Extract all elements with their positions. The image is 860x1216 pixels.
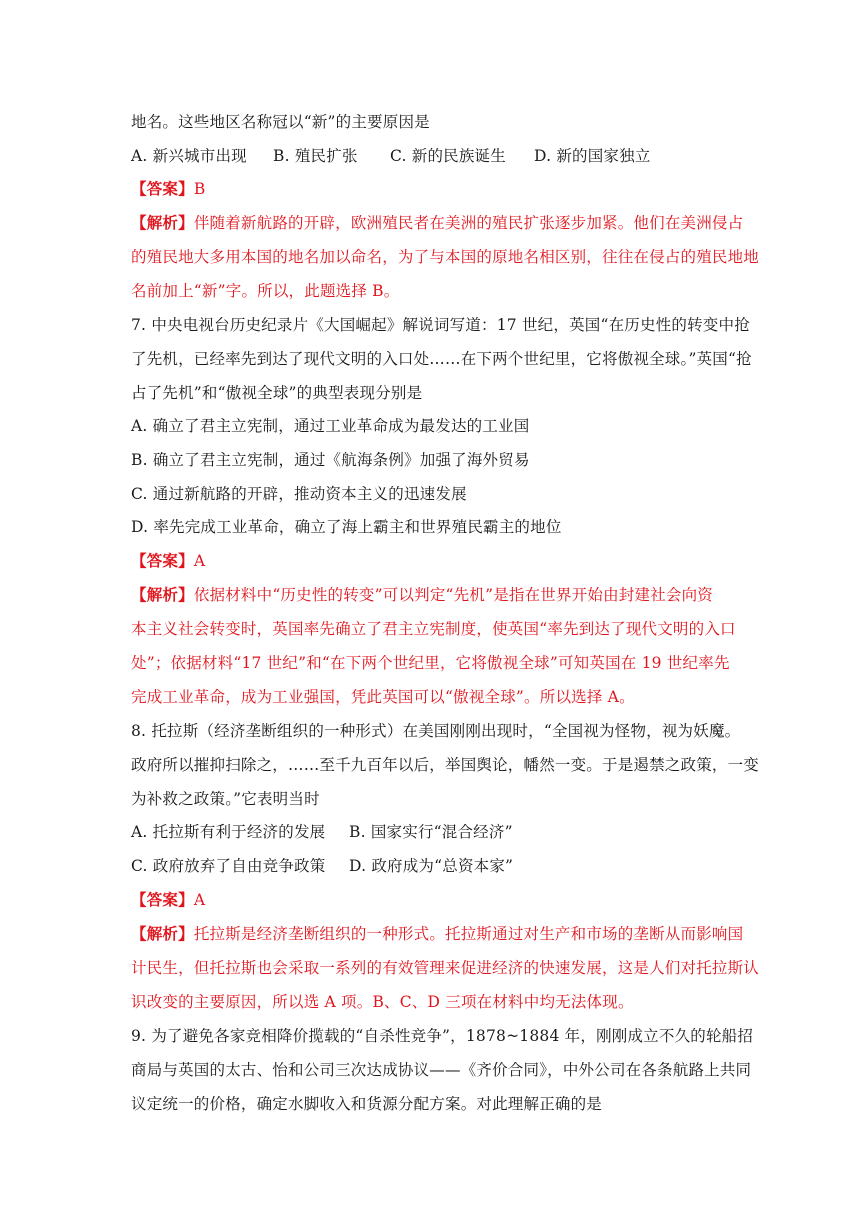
q9-stem-line-3: 议定统一的价格，确定水脚收入和货源分配方案。对此理解正确的是 xyxy=(131,1095,603,1113)
q8-stem-line-2: 政府所以摧抑扫除之，……至千九百年以后，举国舆论，幡然一变。于是遏禁之政策，一变 xyxy=(131,756,760,774)
analysis-text: 托拉斯是经济垄断组织的一种形式。托拉斯通过对生产和市场的垄断从而影响国 xyxy=(193,925,744,943)
answer-label: 【答案】 xyxy=(131,551,194,570)
answer-value: B xyxy=(193,180,206,198)
q6-stem-tail: 地名。这些地区名称冠以“新”的主要原因是 xyxy=(131,113,430,131)
q7-option-a: A. 确立了君主立宪制，通过工业革命成为最发达的工业国 xyxy=(131,417,530,435)
q8-answer xyxy=(131,890,205,910)
answer-value: A xyxy=(193,552,206,570)
analysis-label: 【解析】 xyxy=(131,924,194,943)
q8-option-d: D. 政府成为“总资本家” xyxy=(349,857,514,875)
q6-option-a: A. 新兴城市出现 xyxy=(131,147,247,165)
q7-analysis-line-1 xyxy=(131,585,713,605)
q6-option-d: D. 新的国家独立 xyxy=(534,147,651,165)
answer-value: A xyxy=(193,891,206,909)
answer-label: 【答案】 xyxy=(131,890,194,909)
q7-analysis-line-3: 处”；依据材料“17 世纪”和“在下两个世纪里，它将傲视全球”可知英国在 19 世纪率先 xyxy=(131,654,730,672)
q8-stem-line-3: 为补救之政策。”它表明当时 xyxy=(131,790,320,808)
q6-analysis-line-2: 的殖民地大多用本国的地名加以命名，为了与本国的原地名相区别，往往在侵占的殖民地地 xyxy=(131,248,760,266)
q6-answer xyxy=(131,179,205,199)
q6-option-b: B. 殖民扩张 xyxy=(273,147,358,165)
q6-options xyxy=(131,146,651,166)
q9-stem-line-1: 9. 为了避免各家竞相降价揽载的“自杀性竞争”，1878~1884 年，刚刚成立不久的轮船招 xyxy=(131,1027,754,1045)
q7-option-d: D. 率先完成工业革命，确立了海上霸主和世界殖民霸主的地位 xyxy=(131,518,562,536)
q7-stem-line-2: 了先机，已经率先到达了现代文明的入口处……在下两个世纪里，它将傲视全球。”英国“抢 xyxy=(131,350,752,368)
q8-option-c: C. 政府放弃了自由竞争政策 xyxy=(131,857,326,875)
analysis-label: 【解析】 xyxy=(131,585,194,604)
q7-option-b: B. 确立了君主立宪制，通过《航海条例》加强了海外贸易 xyxy=(131,451,530,469)
answer-label: 【答案】 xyxy=(131,179,194,198)
q6-analysis-line-1 xyxy=(131,213,743,233)
q8-option-b: B. 国家实行“混合经济” xyxy=(349,823,513,841)
q8-options-row-2 xyxy=(131,856,513,876)
q7-stem-line-1: 7. 中央电视台历史纪录片《大国崛起》解说词写道：17 世纪，英国“在历史性的转变中抢 xyxy=(131,316,750,334)
q7-answer xyxy=(131,551,205,571)
q8-options-row-1 xyxy=(131,822,513,842)
q8-option-a: A. 托拉斯有利于经济的发展 xyxy=(131,823,326,841)
q7-analysis-line-2: 本主义社会转变时，英国率先确立了君主立宪制度，使英国“率先到达了现代文明的入口 xyxy=(131,620,736,638)
analysis-text: 伴随着新航路的开辟，欧洲殖民者在美洲的殖民扩张逐步加紧。他们在美洲侵占 xyxy=(193,214,744,232)
q8-analysis-line-1 xyxy=(131,924,743,944)
q7-analysis-line-4: 完成工业革命，成为工业强国，凭此英国可以“傲视全球”。所以选择 A。 xyxy=(131,688,635,706)
q9-stem-line-2: 商局与英国的太古、怡和公司三次达成协议——《齐价合同》，中外公司在各条航路上共同 xyxy=(131,1061,752,1079)
analysis-text: 依据材料中“历史性的转变”可以判定“先机”是指在世界开始由封建社会向资 xyxy=(193,586,714,604)
q8-stem-line-1: 8. 托拉斯（经济垄断组织的一种形式）在美国刚刚出现时，“全国视为怪物，视为妖魔。 xyxy=(131,722,741,740)
q7-option-c: C. 通过新航路的开辟，推动资本主义的迅速发展 xyxy=(131,485,467,503)
q7-stem-line-3: 占了先机”和“傲视全球”的典型表现分别是 xyxy=(131,384,423,402)
q8-analysis-line-3: 识改变的主要原因，所以选 A 项。B、C、D 三项在材料中均无法体现。 xyxy=(131,993,634,1011)
analysis-label: 【解析】 xyxy=(131,213,194,232)
q6-option-c: C. 新的民族诞生 xyxy=(390,147,506,165)
q8-analysis-line-2: 计民生，但托拉斯也会采取一系列的有效管理来促进经济的快速发展，这是人们对托拉斯认 xyxy=(131,959,760,977)
q6-analysis-line-3: 名前加上“新”字。所以，此题选择 B。 xyxy=(131,282,400,300)
